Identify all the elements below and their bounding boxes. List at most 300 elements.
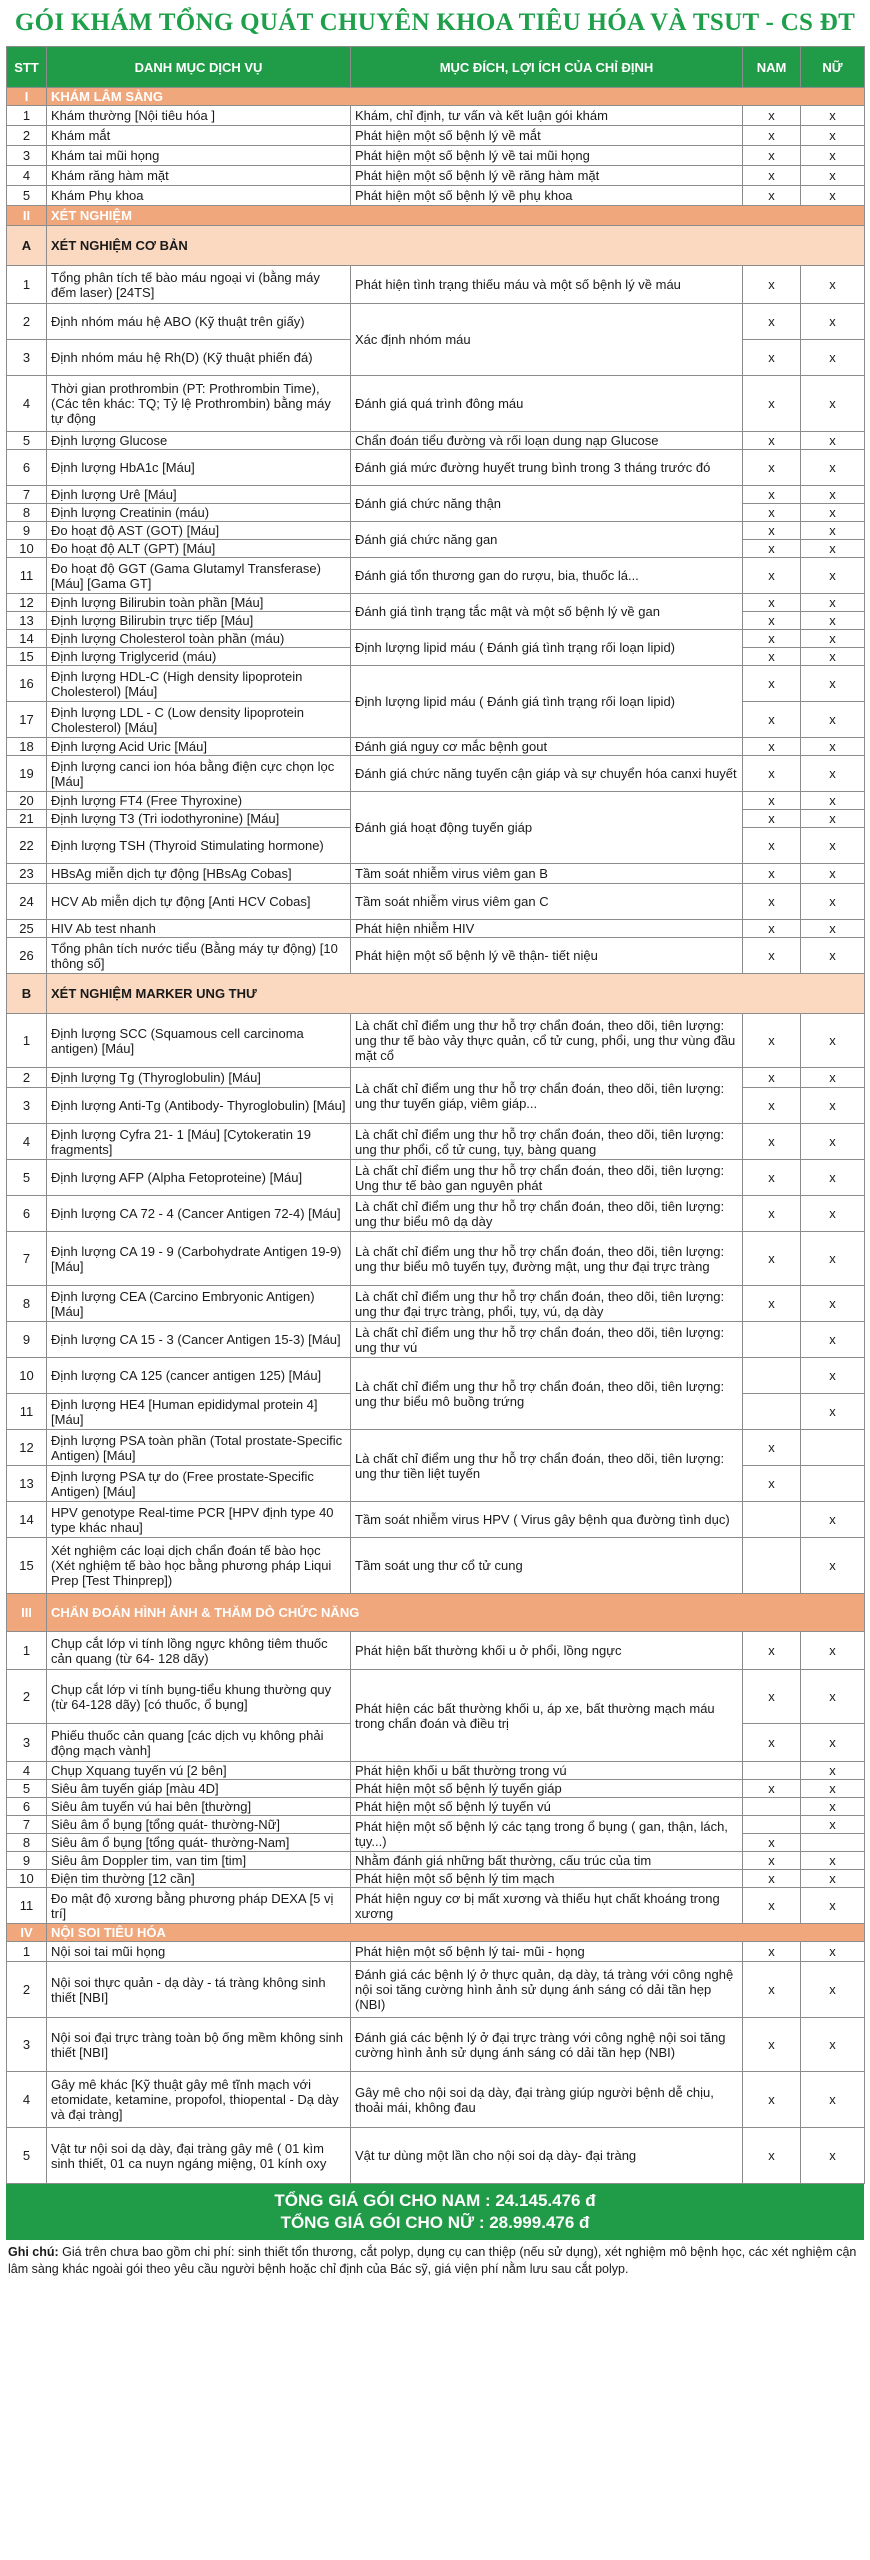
male-mark: x — [743, 666, 801, 702]
table-row — [7, 1322, 865, 1358]
female-mark: x — [801, 666, 865, 702]
male-mark: x — [743, 340, 801, 376]
row-number: 5 — [7, 2128, 47, 2184]
total-box — [6, 2184, 864, 2240]
female-mark: x — [801, 1160, 865, 1196]
female-mark: x — [801, 304, 865, 340]
female-mark: x — [801, 432, 865, 450]
row-number: 9 — [7, 1322, 47, 1358]
female-mark: x — [801, 1632, 865, 1670]
row-number: 18 — [7, 738, 47, 756]
table-row — [7, 1160, 865, 1196]
male-mark: x — [743, 106, 801, 126]
male-mark — [743, 1816, 801, 1834]
purpose-text: Là chất chỉ điểm ung thư hỗ trợ chẩn đoán, theo dõi, tiên lượng: Ung thư tế bào gan nguyên phát — [351, 1160, 743, 1196]
row-number: 6 — [7, 450, 47, 486]
purpose-text: Phát hiện một số bệnh lý về răng hàm mặt — [351, 166, 743, 186]
table-row — [7, 1762, 865, 1780]
male-mark: x — [743, 522, 801, 540]
table-row — [7, 1196, 865, 1232]
male-mark: x — [743, 1430, 801, 1466]
table-row — [7, 864, 865, 884]
table-row — [7, 166, 865, 186]
male-mark: x — [743, 828, 801, 864]
service-name: Định lượng FT4 (Free Thyroxine) — [47, 792, 351, 810]
male-mark: x — [743, 1088, 801, 1124]
female-mark: x — [801, 1724, 865, 1762]
male-mark: x — [743, 920, 801, 938]
service-name: Vật tư nội soi dạ dày, đại tràng gây mê ( 01 kìm sinh thiết, 01 ca nuyn ngáng miệng, 01 kính oxy — [47, 2128, 351, 2184]
row-number: 4 — [7, 1762, 47, 1780]
female-mark: x — [801, 792, 865, 810]
table-row — [7, 1232, 865, 1286]
female-mark: x — [801, 1068, 865, 1088]
section-row — [7, 226, 865, 266]
row-number: 4 — [7, 376, 47, 432]
male-mark — [743, 1538, 801, 1594]
male-mark — [743, 1358, 801, 1394]
row-number: 14 — [7, 630, 47, 648]
header-female: NỮ — [801, 47, 865, 88]
female-mark: x — [801, 1816, 865, 1834]
footnote-text: Giá trên chưa bao gồm chi phí: sinh thiết tổn thương, cắt polyp, dụng cụ can thiệp (nếu sử dụng), xét nghiệm mô bệnh học, các xét nghiệm cận lâm sàng khác ngoài gói theo yêu cầu người bệnh hoặc chỉ định của Bác sỹ, giá viện phí nằm lưu sau cắt polyp. — [8, 2245, 857, 2276]
row-number: 10 — [7, 1358, 47, 1394]
male-mark: x — [743, 1962, 801, 2018]
purpose-text: Phát hiện các bất thường khối u, áp xe, bất thường mạch máu trong chẩn đoán và điều trị — [351, 1670, 743, 1762]
purpose-text: Tầm soát ung thư cổ tử cung — [351, 1538, 743, 1594]
purpose-text: Là chất chỉ điểm ung thư hỗ trợ chẩn đoán, theo dõi, tiên lượng: ung thư tế bào vảy thực quản, cổ tử cung, phổi, ung thư vùng đầu mặt cổ — [351, 1014, 743, 1068]
female-mark: x — [801, 938, 865, 974]
row-number: 3 — [7, 146, 47, 166]
male-mark: x — [743, 594, 801, 612]
row-number: 1 — [7, 1632, 47, 1670]
service-name: Siêu âm tuyến vú hai bên [thường] — [47, 1798, 351, 1816]
section-number: IV — [7, 1924, 47, 1942]
header-purpose: MỤC ĐÍCH, LỢI ÍCH CỦA CHỈ ĐỊNH — [351, 47, 743, 88]
row-number: 4 — [7, 2072, 47, 2128]
row-number: 4 — [7, 1124, 47, 1160]
table-row — [7, 738, 865, 756]
service-name: Định lượng CA 19 - 9 (Carbohydrate Antigen 19-9) [Máu] — [47, 1232, 351, 1286]
purpose-text: Phát hiện một số bệnh lý về phụ khoa — [351, 186, 743, 206]
purpose-text: Khám, chỉ định, tư vấn và kết luận gói khám — [351, 106, 743, 126]
section-label: KHÁM LÂM SÀNG — [47, 88, 865, 106]
table-row — [7, 1014, 865, 1068]
section-number: III — [7, 1594, 47, 1632]
service-name: Định lượng CEA (Carcino Embryonic Antigen) [Máu] — [47, 1286, 351, 1322]
row-number: 3 — [7, 1088, 47, 1124]
service-name: Siêu âm ổ bụng [tổng quát- thường-Nam] — [47, 1834, 351, 1852]
service-name: Thời gian prothrombin (PT: Prothrombin Time), (Các tên khác: TQ; Tỷ lệ Prothrombin) bằng máy tự động — [47, 376, 351, 432]
male-mark: x — [743, 1196, 801, 1232]
table-row — [7, 2072, 865, 2128]
service-name: Định lượng Acid Uric [Máu] — [47, 738, 351, 756]
table-row — [7, 1068, 865, 1088]
male-mark: x — [743, 738, 801, 756]
row-number: 3 — [7, 2018, 47, 2072]
section-number: II — [7, 206, 47, 226]
table-row — [7, 126, 865, 146]
table-row — [7, 1798, 865, 1816]
male-mark: x — [743, 266, 801, 304]
female-mark: x — [801, 376, 865, 432]
purpose-text: Đánh giá các bệnh lý ở đại trực tràng với công nghệ nội soi tăng cường hình ảnh sử dụng ánh sáng có dải tần hẹp (NBI) — [351, 2018, 743, 2072]
service-name: Định lượng Bilirubin trực tiếp [Máu] — [47, 612, 351, 630]
male-mark: x — [743, 1724, 801, 1762]
female-mark: x — [801, 810, 865, 828]
table-row — [7, 1286, 865, 1322]
row-number: 2 — [7, 304, 47, 340]
male-mark: x — [743, 612, 801, 630]
male-mark: x — [743, 1632, 801, 1670]
male-mark: x — [743, 792, 801, 810]
female-mark: x — [801, 504, 865, 522]
row-number: 5 — [7, 1160, 47, 1196]
row-number: 5 — [7, 186, 47, 206]
service-name: Nội soi đại trực tràng toàn bộ ống mềm không sinh thiết [NBI] — [47, 2018, 351, 2072]
male-mark: x — [743, 1466, 801, 1502]
female-mark: x — [801, 1942, 865, 1962]
female-mark: x — [801, 1852, 865, 1870]
male-mark: x — [743, 864, 801, 884]
purpose-text: Đánh giá hoạt động tuyến giáp — [351, 792, 743, 864]
female-mark: x — [801, 1286, 865, 1322]
row-number: 16 — [7, 666, 47, 702]
table-row — [7, 1538, 865, 1594]
row-number: 15 — [7, 1538, 47, 1594]
female-mark: x — [801, 864, 865, 884]
table-row — [7, 522, 865, 540]
table-row — [7, 2018, 865, 2072]
male-mark — [743, 1762, 801, 1780]
section-number: B — [7, 974, 47, 1014]
female-mark: x — [801, 1962, 865, 2018]
table-row — [7, 376, 865, 432]
service-name: Đo hoạt độ ALT (GPT) [Máu] — [47, 540, 351, 558]
purpose-text: Xác định nhóm máu — [351, 304, 743, 376]
purpose-text: Phát hiện một số bệnh lý tai- mũi - họng — [351, 1942, 743, 1962]
service-name: Chụp cắt lớp vi tính lồng ngực không tiêm thuốc cản quang (từ 64- 128 dãy) — [47, 1632, 351, 1670]
service-name: Tổng phân tích nước tiểu (Bằng máy tự động) [10 thông số] — [47, 938, 351, 974]
table-row — [7, 756, 865, 792]
service-name: Định lượng Cholesterol toàn phần (máu) — [47, 630, 351, 648]
table-row — [7, 450, 865, 486]
male-mark: x — [743, 2072, 801, 2128]
purpose-text: Là chất chỉ điểm ung thư hỗ trợ chẩn đoán, theo dõi, tiên lượng: ung thư biểu mô dạ dày — [351, 1196, 743, 1232]
service-name: Định lượng HbA1c [Máu] — [47, 450, 351, 486]
service-name: Định lượng Creatinin (máu) — [47, 504, 351, 522]
female-mark: x — [801, 1394, 865, 1430]
row-number: 2 — [7, 1962, 47, 2018]
female-mark: x — [801, 1358, 865, 1394]
row-number: 26 — [7, 938, 47, 974]
purpose-text: Phát hiện nhiễm HIV — [351, 920, 743, 938]
service-name: Định lượng Tg (Thyroglobulin) [Máu] — [47, 1068, 351, 1088]
male-mark: x — [743, 810, 801, 828]
row-number: 23 — [7, 864, 47, 884]
male-mark: x — [743, 304, 801, 340]
purpose-text: Phát hiện tình trạng thiếu máu và một số bệnh lý về máu — [351, 266, 743, 304]
service-name: HBsAg miễn dịch tự động [HBsAg Cobas] — [47, 864, 351, 884]
female-mark: x — [801, 702, 865, 738]
service-name: Định lượng HE4 [Human epididymal protein 4] [Máu] — [47, 1394, 351, 1430]
row-number: 5 — [7, 432, 47, 450]
row-number: 8 — [7, 504, 47, 522]
female-mark: x — [801, 146, 865, 166]
service-name: Chụp cắt lớp vi tính bụng-tiểu khung thường quy (từ 64-128 dãy) [có thuốc, ổ bụng] — [47, 1670, 351, 1724]
section-row — [7, 974, 865, 1014]
row-number: 3 — [7, 1724, 47, 1762]
female-mark: x — [801, 594, 865, 612]
section-label: XÉT NGHIỆM CƠ BẢN — [47, 226, 865, 266]
female-mark: x — [801, 1088, 865, 1124]
service-name: Định lượng SCC (Squamous cell carcinoma antigen) [Máu] — [47, 1014, 351, 1068]
service-name: Định lượng Urê [Máu] — [47, 486, 351, 504]
purpose-text: Là chất chỉ điểm ung thư hỗ trợ chẩn đoán, theo dõi, tiên lượng: ung thư vú — [351, 1322, 743, 1358]
row-number: 5 — [7, 1780, 47, 1798]
service-name: Siêu âm ổ bụng [tổng quát- thường-Nữ] — [47, 1816, 351, 1834]
table-row — [7, 1888, 865, 1924]
row-number: 2 — [7, 126, 47, 146]
table-row — [7, 1962, 865, 2018]
female-mark: x — [801, 266, 865, 304]
male-mark: x — [743, 1780, 801, 1798]
service-name: Gây mê khác [Kỹ thuật gây mê tĩnh mạch với etomidate, ketamine, propofol, thiopental - Dạ dày và đại tràng] — [47, 2072, 351, 2128]
table-row — [7, 1942, 865, 1962]
male-mark: x — [743, 450, 801, 486]
purpose-text: Phát hiện một số bệnh lý về tai mũi họng — [351, 146, 743, 166]
male-mark: x — [743, 486, 801, 504]
service-name: Định lượng canci ion hóa bằng điện cực chọn lọc [Máu] — [47, 756, 351, 792]
purpose-text: Phát hiện khối u bất thường trong vú — [351, 1762, 743, 1780]
row-number: 8 — [7, 1834, 47, 1852]
table-header — [7, 47, 865, 88]
section-label: NỘI SOI TIÊU HÓA — [47, 1924, 865, 1942]
service-name: Định lượng Bilirubin toàn phần [Máu] — [47, 594, 351, 612]
row-number: 11 — [7, 558, 47, 594]
row-number: 1 — [7, 1014, 47, 1068]
male-mark: x — [743, 1014, 801, 1068]
table-row — [7, 792, 865, 810]
service-name: Định lượng CA 72 - 4 (Cancer Antigen 72-4) [Máu] — [47, 1196, 351, 1232]
male-mark: x — [743, 648, 801, 666]
row-number: 13 — [7, 1466, 47, 1502]
row-number: 10 — [7, 1870, 47, 1888]
male-mark: x — [743, 1852, 801, 1870]
purpose-text: Tầm soát nhiễm virus viêm gan C — [351, 884, 743, 920]
page-title: GÓI KHÁM TỔNG QUÁT CHUYÊN KHOA TIÊU HÓA VÀ TSUT - CS ĐT — [14, 9, 856, 36]
female-mark: x — [801, 166, 865, 186]
male-mark: x — [743, 756, 801, 792]
purpose-text: Phát hiện một số bệnh lý tim mạch — [351, 1870, 743, 1888]
female-mark: x — [801, 486, 865, 504]
female-mark: x — [801, 126, 865, 146]
row-number: 24 — [7, 884, 47, 920]
male-mark: x — [743, 504, 801, 522]
male-mark: x — [743, 1870, 801, 1888]
table-row — [7, 2128, 865, 2184]
female-mark: x — [801, 828, 865, 864]
male-mark — [743, 1502, 801, 1538]
table-row — [7, 106, 865, 126]
service-name: Đo hoạt độ GGT (Gama Glutamyl Transferase) [Máu] [Gama GT] — [47, 558, 351, 594]
row-number: 1 — [7, 1942, 47, 1962]
female-mark — [801, 1834, 865, 1852]
section-label: CHẨN ĐOÁN HÌNH ẢNH & THĂM DÒ CHỨC NĂNG — [47, 1594, 865, 1632]
table-row — [7, 1358, 865, 1394]
male-mark: x — [743, 884, 801, 920]
row-number: 15 — [7, 648, 47, 666]
service-name: Định nhóm máu hệ Rh(D) (Kỹ thuật phiến đá) — [47, 340, 351, 376]
row-number: 11 — [7, 1888, 47, 1924]
service-name: Định lượng AFP (Alpha Fetoproteine) [Máu] — [47, 1160, 351, 1196]
male-mark: x — [743, 2018, 801, 2072]
service-name: Định lượng HDL-C (High density lipoprotein Cholesterol) [Máu] — [47, 666, 351, 702]
male-mark: x — [743, 376, 801, 432]
table-row — [7, 630, 865, 648]
female-mark: x — [801, 1502, 865, 1538]
service-name: Tổng phân tích tế bào máu ngoại vi (bằng máy đếm laser) [24TS] — [47, 266, 351, 304]
table-row — [7, 920, 865, 938]
section-row — [7, 88, 865, 106]
female-mark: x — [801, 1670, 865, 1724]
service-name: HIV Ab test nhanh — [47, 920, 351, 938]
section-row — [7, 1924, 865, 1942]
header-service: DANH MỤC DỊCH VỤ — [47, 47, 351, 88]
male-mark: x — [743, 1888, 801, 1924]
female-mark: x — [801, 558, 865, 594]
row-number: 2 — [7, 1670, 47, 1724]
row-number: 6 — [7, 1196, 47, 1232]
table-row — [7, 1670, 865, 1724]
row-number: 19 — [7, 756, 47, 792]
section-number: I — [7, 88, 47, 106]
purpose-text: Phát hiện một số bệnh lý về mắt — [351, 126, 743, 146]
row-number: 22 — [7, 828, 47, 864]
purpose-text: Đánh giá chức năng thận — [351, 486, 743, 522]
male-mark: x — [743, 1942, 801, 1962]
purpose-text: Đánh giá nguy cơ mắc bệnh gout — [351, 738, 743, 756]
row-number: 17 — [7, 702, 47, 738]
service-name: Phiếu thuốc cản quang [các dịch vụ không phải động mạch vành] — [47, 1724, 351, 1762]
female-mark: x — [801, 1232, 865, 1286]
row-number: 2 — [7, 1068, 47, 1088]
table-row — [7, 266, 865, 304]
purpose-text: Phát hiện bất thường khối u ở phổi, lồng ngực — [351, 1632, 743, 1670]
row-number: 1 — [7, 106, 47, 126]
female-mark: x — [801, 1780, 865, 1798]
table-row — [7, 432, 865, 450]
service-name: Định lượng Cyfra 21- 1 [Máu] [Cytokeratin 19 fragments] — [47, 1124, 351, 1160]
row-number: 12 — [7, 594, 47, 612]
female-mark: x — [801, 738, 865, 756]
male-mark: x — [743, 2128, 801, 2184]
row-number: 11 — [7, 1394, 47, 1430]
purpose-text: Phát hiện một số bệnh lý về thận- tiết niệu — [351, 938, 743, 974]
purpose-text: Đánh giá các bệnh lý ở thực quản, dạ dày, tá tràng với công nghệ nội soi tăng cường hình ảnh sử dụng ánh sáng có dải tần hẹp (NBI) — [351, 1962, 743, 2018]
male-mark: x — [743, 432, 801, 450]
purpose-text: Chẩn đoán tiểu đường và rối loạn dung nạp Glucose — [351, 432, 743, 450]
female-mark: x — [801, 1870, 865, 1888]
service-name: Định lượng CA 125 (cancer antigen 125) [Máu] — [47, 1358, 351, 1394]
table-row — [7, 1124, 865, 1160]
service-name: Khám tai mũi họng — [47, 146, 351, 166]
female-mark: x — [801, 1888, 865, 1924]
table-row — [7, 594, 865, 612]
table-row — [7, 1502, 865, 1538]
table-row — [7, 486, 865, 504]
service-name: Xét nghiệm các loại dịch chẩn đoán tế bào học (Xét nghiệm tế bào học bằng phương pháp Liqui Prep [Test Thinprep]) — [47, 1538, 351, 1594]
row-number: 21 — [7, 810, 47, 828]
purpose-text: Đánh giá quá trình đông máu — [351, 376, 743, 432]
service-name: Đo mật độ xương bằng phương pháp DEXA [5 vị trí] — [47, 1888, 351, 1924]
service-name: Định lượng PSA toàn phần (Total prostate-Specific Antigen) [Máu] — [47, 1430, 351, 1466]
female-mark: x — [801, 1762, 865, 1780]
service-name: Khám răng hàm mặt — [47, 166, 351, 186]
section-label: XÉT NGHIỆM MARKER UNG THƯ — [47, 974, 865, 1014]
row-number: 6 — [7, 1798, 47, 1816]
service-name: Nội soi tai mũi họng — [47, 1942, 351, 1962]
purpose-text: Đánh giá mức đường huyết trung bình trong 3 tháng trước đó — [351, 450, 743, 486]
service-name: HPV genotype Real-time PCR [HPV định type 40 type khác nhau] — [47, 1502, 351, 1538]
service-name: Khám thường [Nội tiêu hóa ] — [47, 106, 351, 126]
female-mark: x — [801, 2128, 865, 2184]
male-mark: x — [743, 558, 801, 594]
table-row — [7, 1816, 865, 1834]
female-mark: x — [801, 186, 865, 206]
service-name: Định lượng T3 (Tri iodothyronine) [Máu] — [47, 810, 351, 828]
female-mark — [801, 1466, 865, 1502]
service-name: Định nhóm máu hệ ABO (Kỹ thuật trên giấy) — [47, 304, 351, 340]
female-mark: x — [801, 1196, 865, 1232]
row-number: 12 — [7, 1430, 47, 1466]
service-name: Định lượng Anti-Tg (Antibody- Thyroglobulin) [Máu] — [47, 1088, 351, 1124]
table-row — [7, 884, 865, 920]
male-mark — [743, 1394, 801, 1430]
row-number: 7 — [7, 486, 47, 504]
service-name: Điện tim thường [12 cần] — [47, 1870, 351, 1888]
purpose-text: Phát hiện nguy cơ bị mất xương và thiếu hụt chất khoáng trong xương — [351, 1888, 743, 1924]
male-mark: x — [743, 166, 801, 186]
service-name: Định lượng Glucose — [47, 432, 351, 450]
female-mark: x — [801, 1014, 865, 1068]
service-name: Khám mắt — [47, 126, 351, 146]
female-mark: x — [801, 450, 865, 486]
female-mark: x — [801, 756, 865, 792]
table-row — [7, 146, 865, 166]
male-mark: x — [743, 186, 801, 206]
female-mark: x — [801, 648, 865, 666]
service-name: Chụp Xquang tuyến vú [2 bên] — [47, 1762, 351, 1780]
purpose-text: Là chất chỉ điểm ung thư hỗ trợ chẩn đoán, theo dõi, tiên lượng: ung thư tuyến giáp, viêm giáp... — [351, 1068, 743, 1124]
male-mark: x — [743, 1124, 801, 1160]
row-number: 20 — [7, 792, 47, 810]
table-body — [7, 88, 865, 2184]
male-mark: x — [743, 630, 801, 648]
female-mark: x — [801, 884, 865, 920]
purpose-text: Là chất chỉ điểm ung thư hỗ trợ chẩn đoán, theo dõi, tiên lượng: ung thư biểu mô tuyến tụy, đường mật, ung thư đại trực tràng — [351, 1232, 743, 1286]
female-mark: x — [801, 1538, 865, 1594]
purpose-text: Phát hiện một số bệnh lý tuyến vú — [351, 1798, 743, 1816]
purpose-text: Gây mê cho nội soi dạ dày, đại tràng giúp người bệnh dễ chịu, thoải mái, không đau — [351, 2072, 743, 2128]
row-number: 4 — [7, 166, 47, 186]
purpose-text: Định lượng lipid máu ( Đánh giá tình trạng rối loạn lipid) — [351, 630, 743, 666]
female-mark: x — [801, 1322, 865, 1358]
service-name: Định lượng CA 15 - 3 (Cancer Antigen 15-3) [Máu] — [47, 1322, 351, 1358]
row-number: 9 — [7, 1852, 47, 1870]
footnote-label: Ghi chú: — [8, 2245, 59, 2259]
purpose-text: Phát hiện một số bệnh lý tuyến giáp — [351, 1780, 743, 1798]
